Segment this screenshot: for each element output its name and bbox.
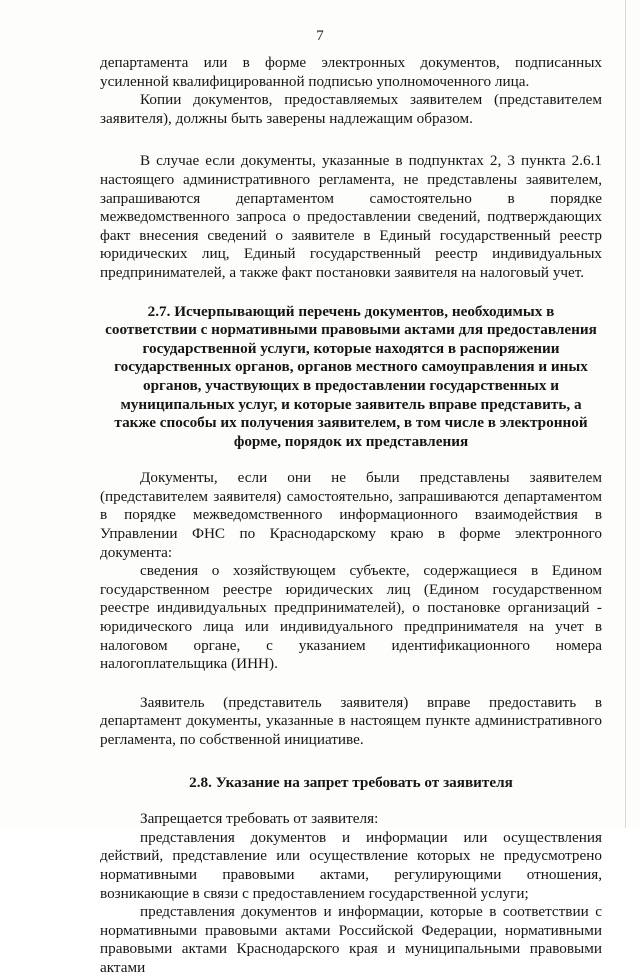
scan-edge-line: [625, 0, 626, 828]
paragraph-continuation: департамента или в форме электронных документов, подписанных усиленной квалифицированной подписью уполномоченного лица.: [100, 54, 602, 90]
paragraph-egrul-info: сведения о хозяйствующем субъекте, содержащиеся в Едином государственном реестре юридических лиц (Едином государственном реестре индивидуальных предпринимателей), о постановке организаций - юридического лица или индивидуального предпринимателя на учет в налоговом органе, с указанием идентификационного номера налогоплательщика (ИНН).: [100, 562, 602, 673]
paragraph-own-initiative: Заявитель (представитель заявителя) вправе предоставить в департамент документы, указанные в настоящем пункте административного регламента, по собственной инициативе.: [100, 693, 602, 748]
paragraph-copies: Копии документов, предоставляемых заявителем (представителем заявителя), должны быть заверены надлежащим образом.: [100, 91, 602, 127]
section-heading-2-7: 2.7. Исчерпывающий перечень документов, необходимых в соответствии с нормативными правовыми актами для предоставления государственной услуги, которые находятся в распоряжении государственных органов, органов местного самоуправления и иных органов, участвующих в предоставлении государственных и муниципальных услуг, и которые заявитель вправе представить, а также способы их получения заявителем, в том числе в электронной форме, порядок их представления: [105, 302, 597, 450]
page-number: 7: [316, 28, 324, 44]
section-heading-2-8: 2.8. Указание на запрет требовать от заявителя: [189, 773, 513, 791]
paragraph-prohibited-item-2: представления документов и информации, которые в соответствии с нормативными правовыми актами Российской Федерации, нормативными правовыми актами Краснодарского края и муниципальными правовыми актами: [100, 903, 602, 976]
paragraph-prohibited-item-1: представления документов и информации или осуществления действий, представление или осуществление которых не предусмотрено нормативными правовыми актами, регулирующими отношения, возникающие в связи с предоставлением государственной услуги;: [100, 828, 602, 902]
paragraph-interagency-request: Документы, если они не были представлены заявителем (представителем заявителя) самостоятельно, запрашиваются департаментом в порядке межведомственного информационного взаимодействия в Управлении ФНС по Краснодарскому краю в форме электронного документа:: [100, 469, 602, 561]
paragraph-documents-not-submitted: В случае если документы, указанные в подпунктах 2, 3 пункта 2.6.1 настоящего административного регламента, не представлены заявителем, запрашиваются департаментом самостоятельно в порядке межведомственного запроса о предоставлении сведений, подтверждающих факт внесения сведений о заявителе в Единый государственный реестр юридических лиц, Единый государственный реестр индивидуальных предпринимателей, а также факт постановки заявителя на налоговый учет.: [100, 152, 602, 281]
paragraph-prohibited-intro: Запрещается требовать от заявителя:: [140, 810, 379, 828]
document-body: [100, 54, 602, 978]
